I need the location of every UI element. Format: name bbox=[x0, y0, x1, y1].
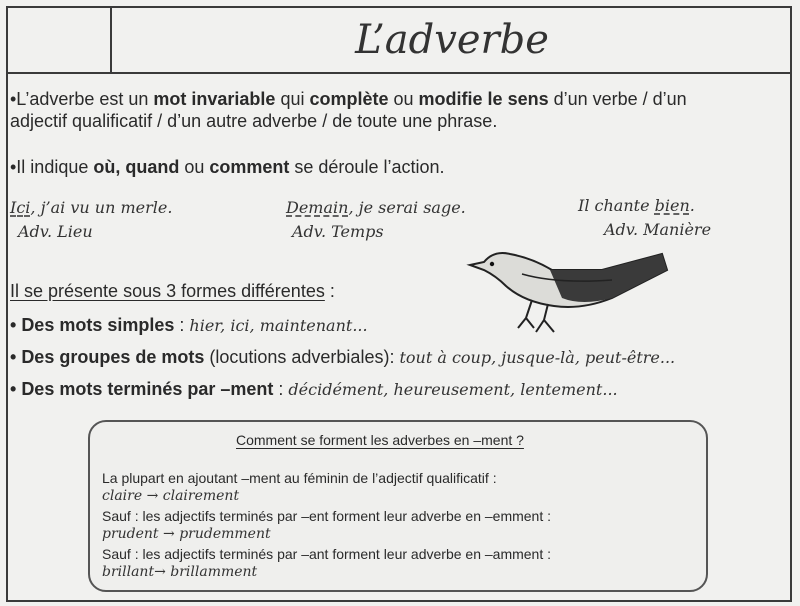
rule-1-text: La plupart en ajoutant –ment au féminin de l’adjectif qualificatif : bbox=[102, 470, 497, 486]
blackbird-illustration bbox=[462, 240, 672, 340]
example-3-sentence bbox=[578, 196, 695, 216]
indique-text: ou bbox=[179, 157, 210, 177]
indique-bold-comment: comment bbox=[209, 157, 290, 177]
example-1-label: Adv. Lieu bbox=[18, 222, 93, 241]
bullet: • bbox=[10, 347, 22, 367]
form-item-2 bbox=[10, 346, 675, 369]
example-2-rest: , je serai sage. bbox=[348, 198, 466, 217]
def-bold-modifie: modifie le sens bbox=[418, 89, 549, 109]
form-item-1 bbox=[10, 314, 368, 337]
bullet: • bbox=[10, 379, 22, 399]
example-1-rest: , j’ai vu un merle. bbox=[30, 198, 173, 217]
example-2-adverb: Demain bbox=[286, 198, 349, 217]
example-3-label: Adv. Manière bbox=[604, 220, 712, 239]
rule-3-example: brillant→ brillamment bbox=[102, 564, 258, 580]
definition-line-1 bbox=[10, 88, 687, 110]
def-text: ou bbox=[388, 89, 419, 109]
forms-heading: Il se présente sous 3 formes différentes bbox=[10, 281, 325, 301]
box-title: Comment se forment les adverbes en –ment ? bbox=[236, 432, 524, 448]
form-item-3 bbox=[10, 378, 618, 401]
indique-line bbox=[10, 156, 444, 178]
form-item-3-title: Des mots terminés par –ment bbox=[21, 379, 274, 399]
indique-text: se déroule l’action. bbox=[289, 157, 445, 177]
bullet: • bbox=[10, 315, 22, 335]
example-1-adverb: Ici bbox=[10, 198, 31, 217]
form-item-2-title: Des groupes de mots bbox=[21, 347, 205, 367]
example-1-sentence bbox=[10, 198, 172, 218]
example-3-adverb: bien bbox=[654, 196, 690, 215]
form-item-3-examples: décidément, heureusement, lentement... bbox=[288, 380, 618, 399]
forms-heading-line bbox=[10, 280, 335, 302]
example-2-sentence bbox=[286, 198, 466, 218]
indique-text: •Il indique bbox=[10, 157, 94, 177]
form-item-1-title: Des mots simples bbox=[21, 315, 175, 335]
ment-rules-box bbox=[88, 420, 708, 592]
rule-2-example: prudent → prudemment bbox=[102, 526, 271, 542]
definition-line-2: adjectif qualificatif / d’un autre adverbe / de toute une phrase. bbox=[10, 111, 498, 131]
rule-2-text: Sauf : les adjectifs terminés par –ent forment leur adverbe en –emment : bbox=[102, 508, 552, 524]
def-text: qui bbox=[275, 89, 310, 109]
page-title: L’adverbe bbox=[355, 17, 549, 63]
form-item-1-examples: hier, ici, maintenant... bbox=[189, 316, 368, 335]
forms-colon: : bbox=[324, 281, 335, 301]
indique-bold-ou-quand: où, quand bbox=[93, 157, 180, 177]
example-3-start: Il chante bbox=[578, 196, 655, 215]
example-3-end: . bbox=[689, 196, 695, 215]
def-bold-invariable: mot invariable bbox=[153, 89, 276, 109]
def-bold-complete: complète bbox=[309, 89, 389, 109]
def-text: d’un verbe / d’un bbox=[548, 89, 687, 109]
form-item-2-sep: (locutions adverbiales): bbox=[204, 347, 400, 367]
form-item-3-sep: : bbox=[273, 379, 289, 399]
form-item-2-examples: tout à coup, jusque-là, peut-être... bbox=[399, 348, 676, 367]
rule-1-example: claire → clairement bbox=[102, 488, 240, 504]
rule-3-text: Sauf : les adjectifs terminés par –ant forment leur adverbe en –amment : bbox=[102, 546, 552, 562]
example-2-label: Adv. Temps bbox=[292, 222, 384, 241]
def-text: •L’adverbe est un bbox=[10, 89, 154, 109]
form-item-1-sep: : bbox=[174, 315, 190, 335]
